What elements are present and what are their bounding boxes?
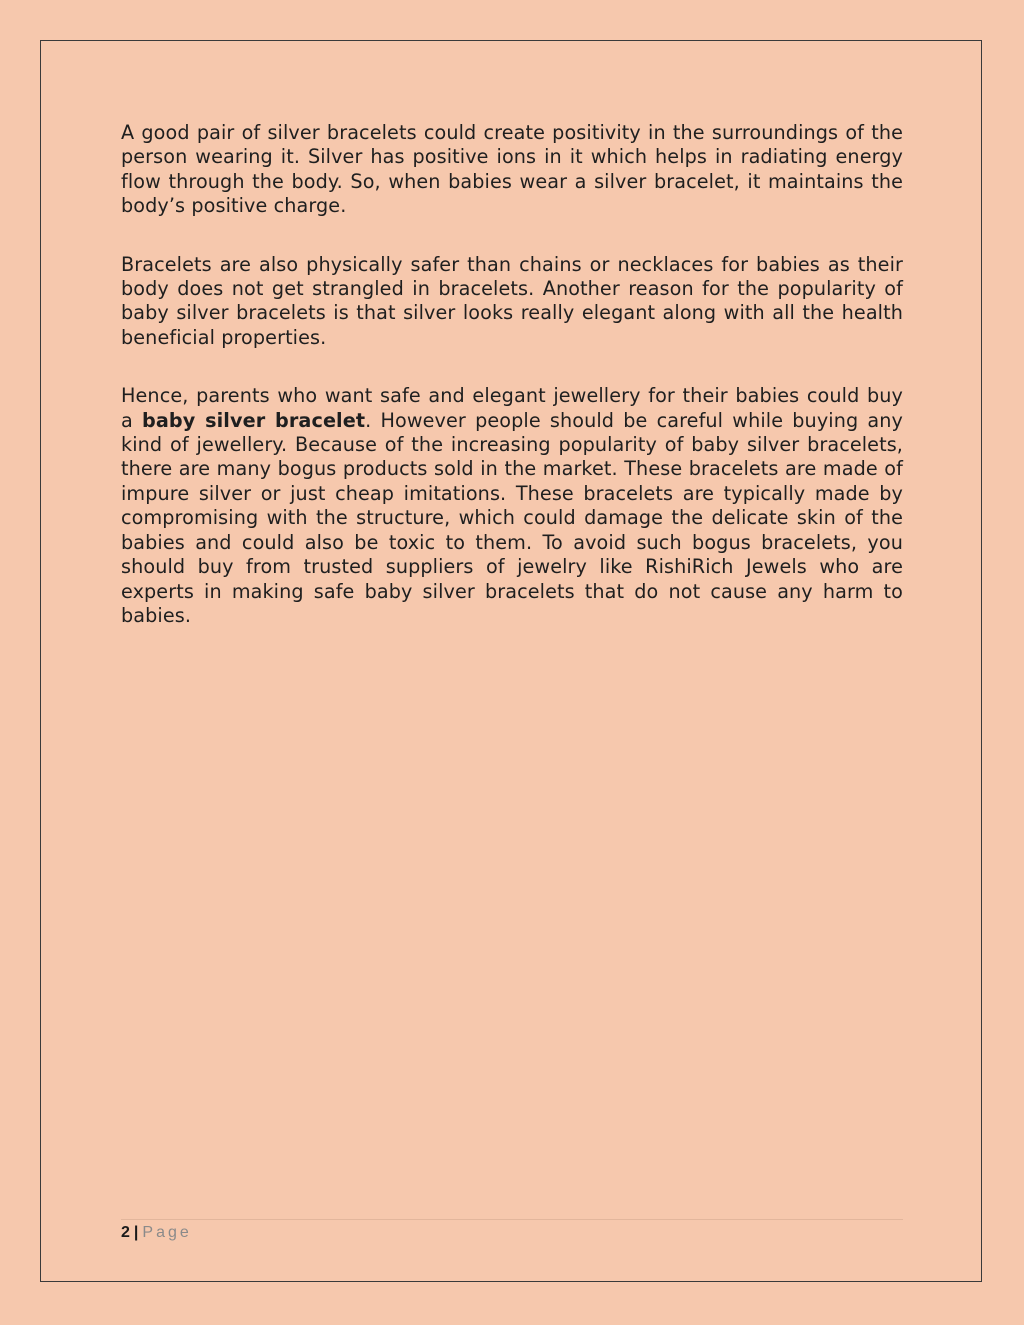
paragraph-2: Bracelets are also physically safer than chains or necklaces for babies as their body does not get strangled in bracelets. Another reason for the popularity of baby silver bracelets is that silver looks really elegant along with all the health beneficial properties. xyxy=(121,252,903,349)
document-body xyxy=(121,121,903,662)
paragraph-3 xyxy=(121,384,903,628)
paragraph-3-lead: Hence, parents who want safe and elegant jewellery for their babies could buy a xyxy=(121,384,903,432)
paragraph-3-rest: . However people should be careful while buying any kind of jewellery. Because of the increasing popularity of baby silver bracelets, there are many bogus products sold in the market. These bracelets are made of impure silver or just cheap imitations. These bracelets are typically made by compromising with the structure, which could damage the delicate skin of the babies and could also be toxic to them. To avoid such bogus bracelets, you should buy from trusted suppliers of jewelry like RishiRich Jewels who are experts in making safe baby silver bracelets that do not cause any harm to babies. xyxy=(121,408,903,627)
bold-keyword: baby silver bracelet xyxy=(142,408,366,432)
page-footer xyxy=(121,1222,192,1244)
page-number: 2 xyxy=(121,1224,130,1241)
paragraph-1: A good pair of silver bracelets could create positivity in the surroundings of the person wearing it. Silver has positive ions in it which helps in radiating energy flow through the body. So, when babies wear a silver bracelet, it maintains the body’s positive charge. xyxy=(121,121,903,218)
footer-separator: | xyxy=(133,1224,139,1241)
footer-divider xyxy=(121,1219,903,1220)
page-label: Page xyxy=(142,1224,192,1241)
